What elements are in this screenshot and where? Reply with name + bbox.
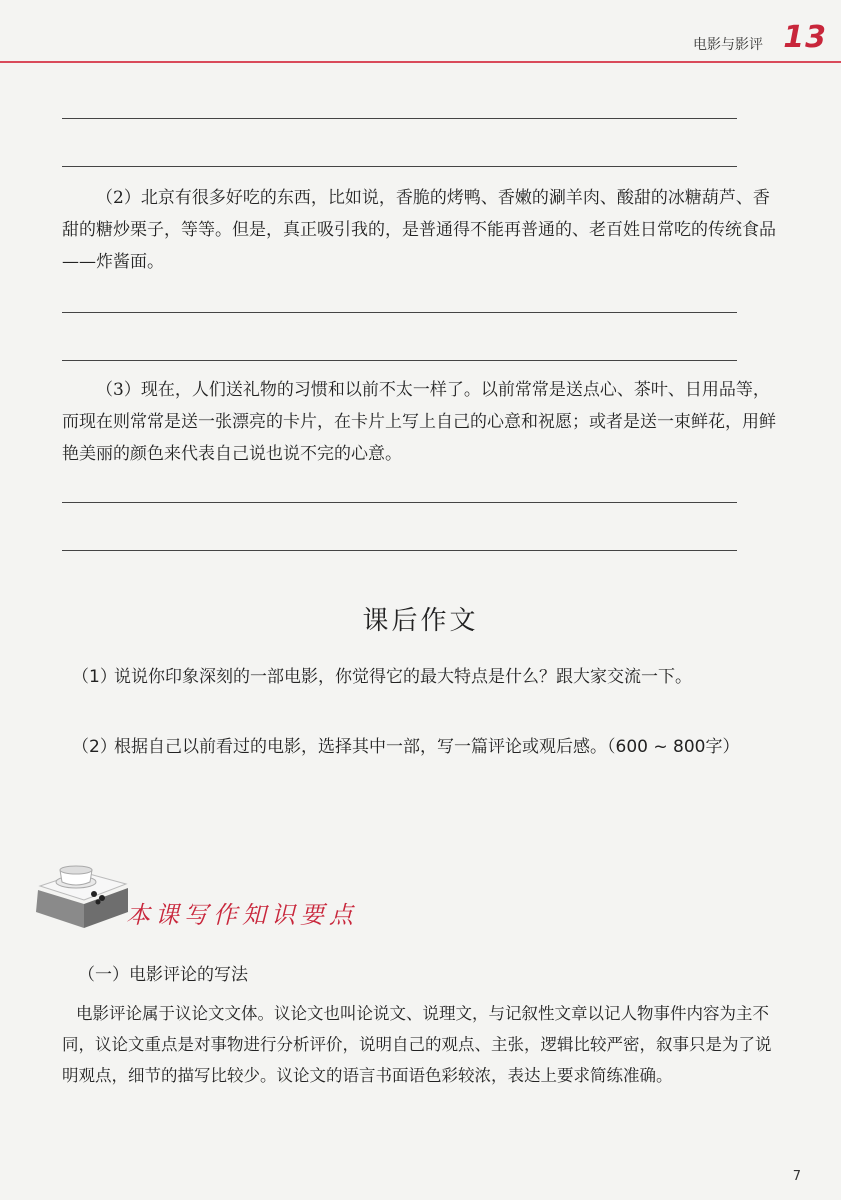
task-text: 根据自己以前看过的电影，选择其中一部，写一篇评论或观后感。（600 ~ 800字） bbox=[114, 737, 740, 757]
knowledge-subheading: （一）电影评论的写法 bbox=[78, 965, 248, 985]
answer-line bbox=[62, 502, 737, 503]
homework-task-1 bbox=[72, 662, 792, 692]
exercise-3-text: （3）现在，人们送礼物的习惯和以前不太一样了。以前常常是送点心、茶叶、日用品等，而现在则常常是送一张漂亮的卡片，在卡片上写上自己的心意和祝愿；或者是送一束鲜花，用鲜艳美丽的颜色来代表自己说也说不完的心意。 bbox=[62, 380, 776, 464]
running-head-title: 电影与影评 bbox=[693, 37, 763, 53]
task-text: 说说你印象深刻的一部电影，你觉得它的最大特点是什么？跟大家交流一下。 bbox=[114, 667, 692, 687]
homework-title: 课后作文 bbox=[362, 606, 479, 636]
homework-task-2 bbox=[72, 732, 792, 762]
header-rule bbox=[0, 61, 841, 63]
task-number: （2） bbox=[72, 737, 117, 757]
answer-line bbox=[62, 360, 737, 361]
exercise-2-text: （2）北京有很多好吃的东西，比如说，香脆的烤鸭、香嫩的涮羊肉、酸甜的冰糖葫芦、香甜的糖炒栗子，等等。但是，真正吸引我的，是普通得不能再普通的、老百姓日常吃的传统食品——炸酱面。 bbox=[62, 188, 776, 272]
book-teacup-icon bbox=[32, 860, 132, 932]
page-number: 7 bbox=[792, 1169, 801, 1184]
knowledge-paragraph: 电影评论属于议论文文体。议论文也叫论说文、说理文，与记叙性文章以记人物事件内容为主不同，议论文重点是对事物进行分析评价，说明自己的观点、主张，逻辑比较严密，叙事只是为了说明观点，细节的描写比较少。议论文的语言书面语色彩较浓，表达上要求简练准确。 bbox=[62, 1004, 772, 1085]
task-number: （1） bbox=[72, 667, 117, 687]
answer-line bbox=[62, 166, 737, 167]
answer-line bbox=[62, 550, 737, 551]
answer-line bbox=[62, 312, 737, 313]
chapter-number: 13 bbox=[783, 20, 827, 55]
answer-line bbox=[62, 118, 737, 119]
knowledge-banner-title: 本课写作知识要点 bbox=[126, 901, 358, 929]
